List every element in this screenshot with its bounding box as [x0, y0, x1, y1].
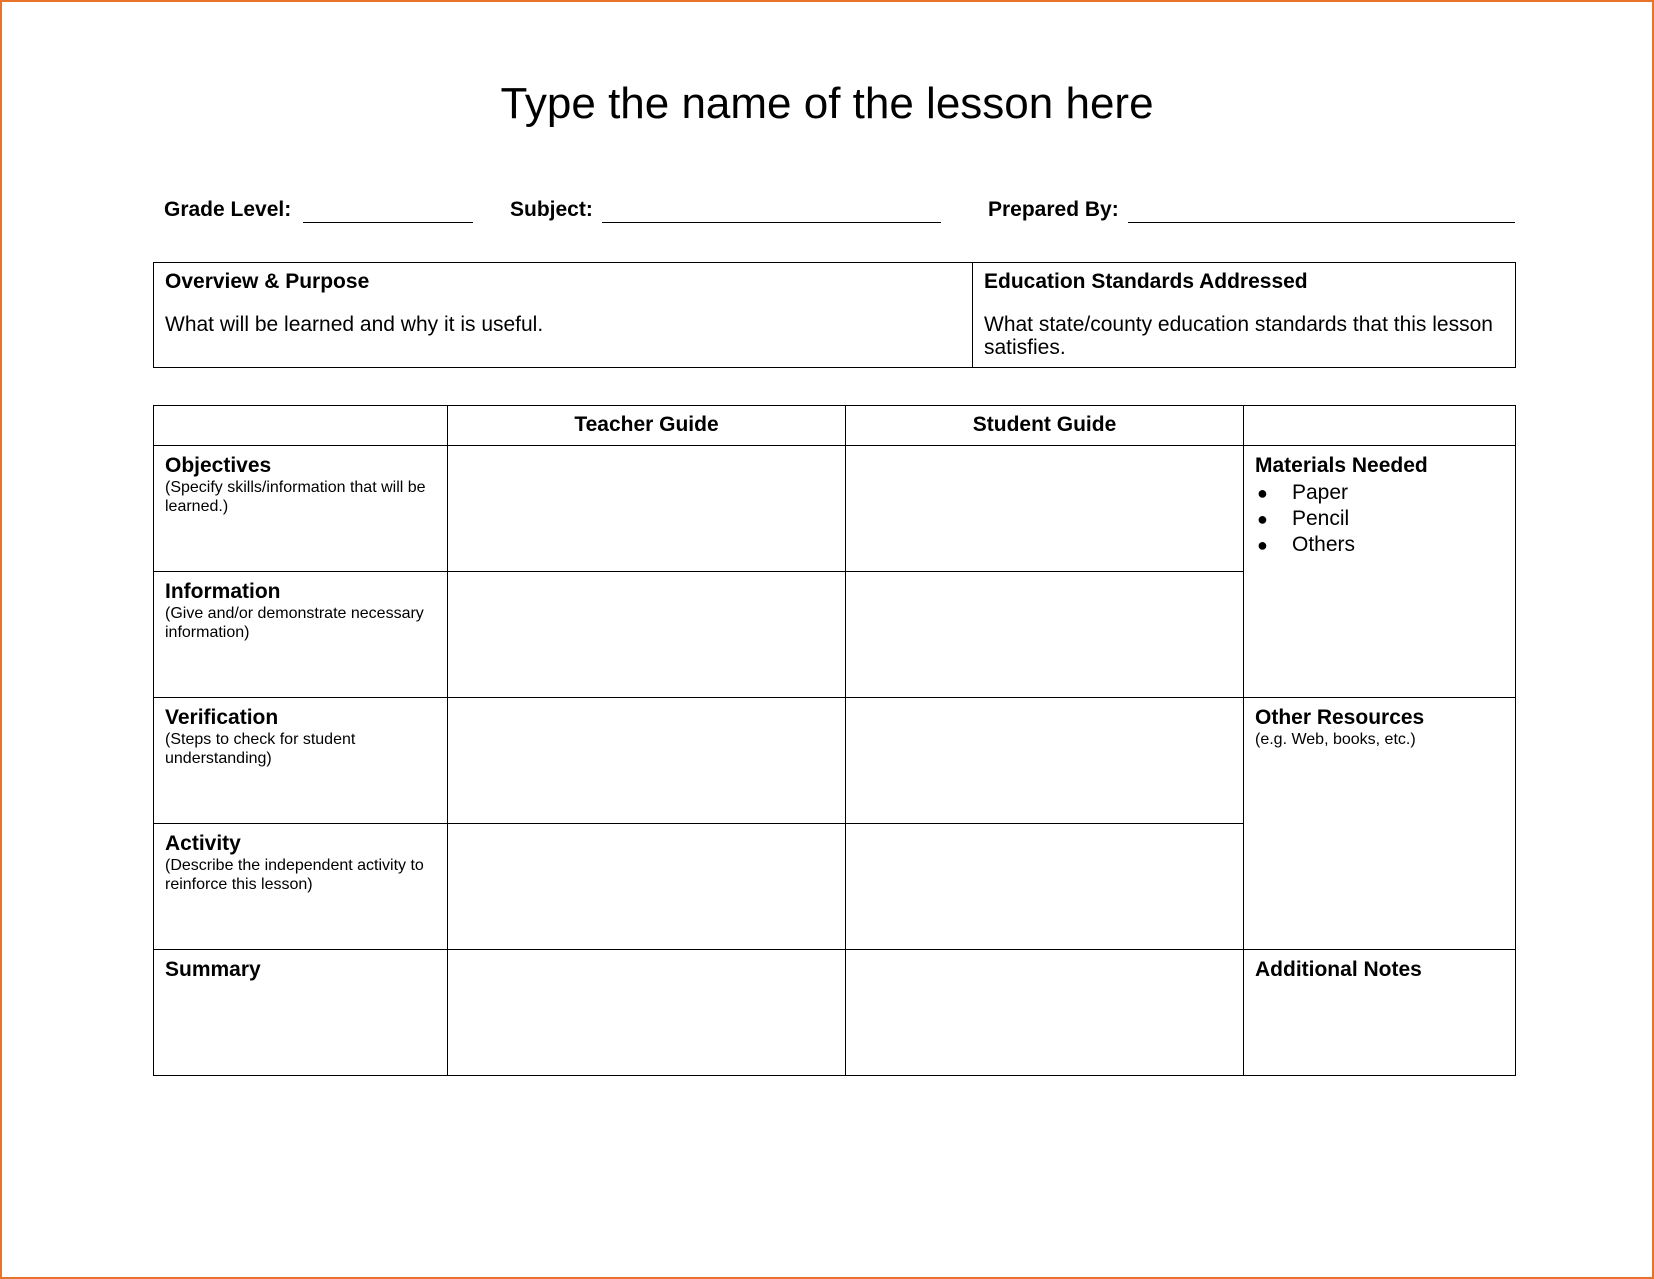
- header-blank-left: [154, 406, 448, 446]
- teacher-guide-cell[interactable]: [448, 950, 846, 1076]
- row-subtitle: (Describe the independent activity to reinforce this lesson): [165, 857, 424, 893]
- header-blank-right: [1244, 406, 1516, 446]
- student-guide-cell[interactable]: [846, 446, 1244, 572]
- row-title: Information: [165, 580, 281, 603]
- table-row-verification: [154, 698, 1516, 824]
- prepared-by-field[interactable]: [1128, 222, 1515, 223]
- table-header-row: [154, 406, 1516, 446]
- row-label-cell: [154, 698, 448, 824]
- row-label-cell: [154, 446, 448, 572]
- teacher-guide-cell[interactable]: [448, 698, 846, 824]
- table-row-objectives: [154, 446, 1516, 572]
- subject-field[interactable]: [602, 222, 941, 223]
- row-title: Verification: [165, 706, 279, 729]
- additional-notes-heading: Additional Notes: [1255, 958, 1422, 981]
- additional-notes-cell[interactable]: [1244, 950, 1516, 1076]
- student-guide-cell[interactable]: [846, 824, 1244, 950]
- row-subtitle: (Give and/or demonstrate necessary information): [165, 605, 424, 641]
- bullet-icon: ●: [1257, 483, 1268, 503]
- grade-level-field[interactable]: [303, 222, 473, 223]
- teacher-guide-cell[interactable]: [448, 572, 846, 698]
- overview-heading: Overview & Purpose: [165, 270, 370, 293]
- row-title: Objectives: [165, 454, 272, 477]
- list-item: ● Pencil: [1257, 507, 1350, 530]
- list-item: ● Paper: [1257, 481, 1349, 504]
- row-subtitle: (Specify skills/information that will be learned.): [165, 479, 426, 515]
- other-resources-subtitle: (e.g. Web, books, etc.): [1255, 731, 1416, 748]
- row-label-cell: [154, 572, 448, 698]
- row-label-cell: [154, 950, 448, 1076]
- standards-heading: Education Standards Addressed: [984, 270, 1308, 293]
- teacher-guide-cell[interactable]: [448, 824, 846, 950]
- teacher-guide-header: Teacher Guide: [448, 406, 846, 446]
- standards-body: What state/county education standards that this lesson satisfies.: [984, 313, 1493, 359]
- materials-list: [1255, 480, 1504, 558]
- other-resources-cell[interactable]: [1244, 698, 1516, 950]
- bullet-icon: ●: [1257, 509, 1268, 529]
- overview-table: [153, 262, 1516, 368]
- student-guide-cell[interactable]: [846, 572, 1244, 698]
- lesson-plan-table: [153, 405, 1516, 1076]
- student-guide-header: Student Guide: [846, 406, 1244, 446]
- bullet-icon: ●: [1257, 535, 1268, 555]
- row-title: Summary: [165, 958, 261, 981]
- subject-label: Subject:: [510, 198, 593, 221]
- student-guide-cell[interactable]: [846, 698, 1244, 824]
- row-subtitle: (Steps to check for student understanding): [165, 731, 356, 767]
- teacher-guide-cell[interactable]: [448, 446, 846, 572]
- student-guide-cell[interactable]: [846, 950, 1244, 1076]
- row-title: Activity: [165, 832, 241, 855]
- other-resources-heading: Other Resources: [1255, 706, 1425, 729]
- grade-level-label: Grade Level:: [164, 198, 292, 221]
- standards-cell[interactable]: [973, 263, 1516, 368]
- materials-heading: Materials Needed: [1255, 454, 1428, 477]
- lesson-title[interactable]: Type the name of the lesson here: [500, 79, 1154, 128]
- list-item: ● Others: [1257, 533, 1356, 556]
- prepared-by-label: Prepared By:: [988, 198, 1119, 221]
- overview-cell[interactable]: [154, 263, 973, 368]
- materials-cell[interactable]: [1244, 446, 1516, 698]
- table-row-summary: [154, 950, 1516, 1076]
- row-label-cell: [154, 824, 448, 950]
- overview-body: What will be learned and why it is useful.: [165, 313, 544, 336]
